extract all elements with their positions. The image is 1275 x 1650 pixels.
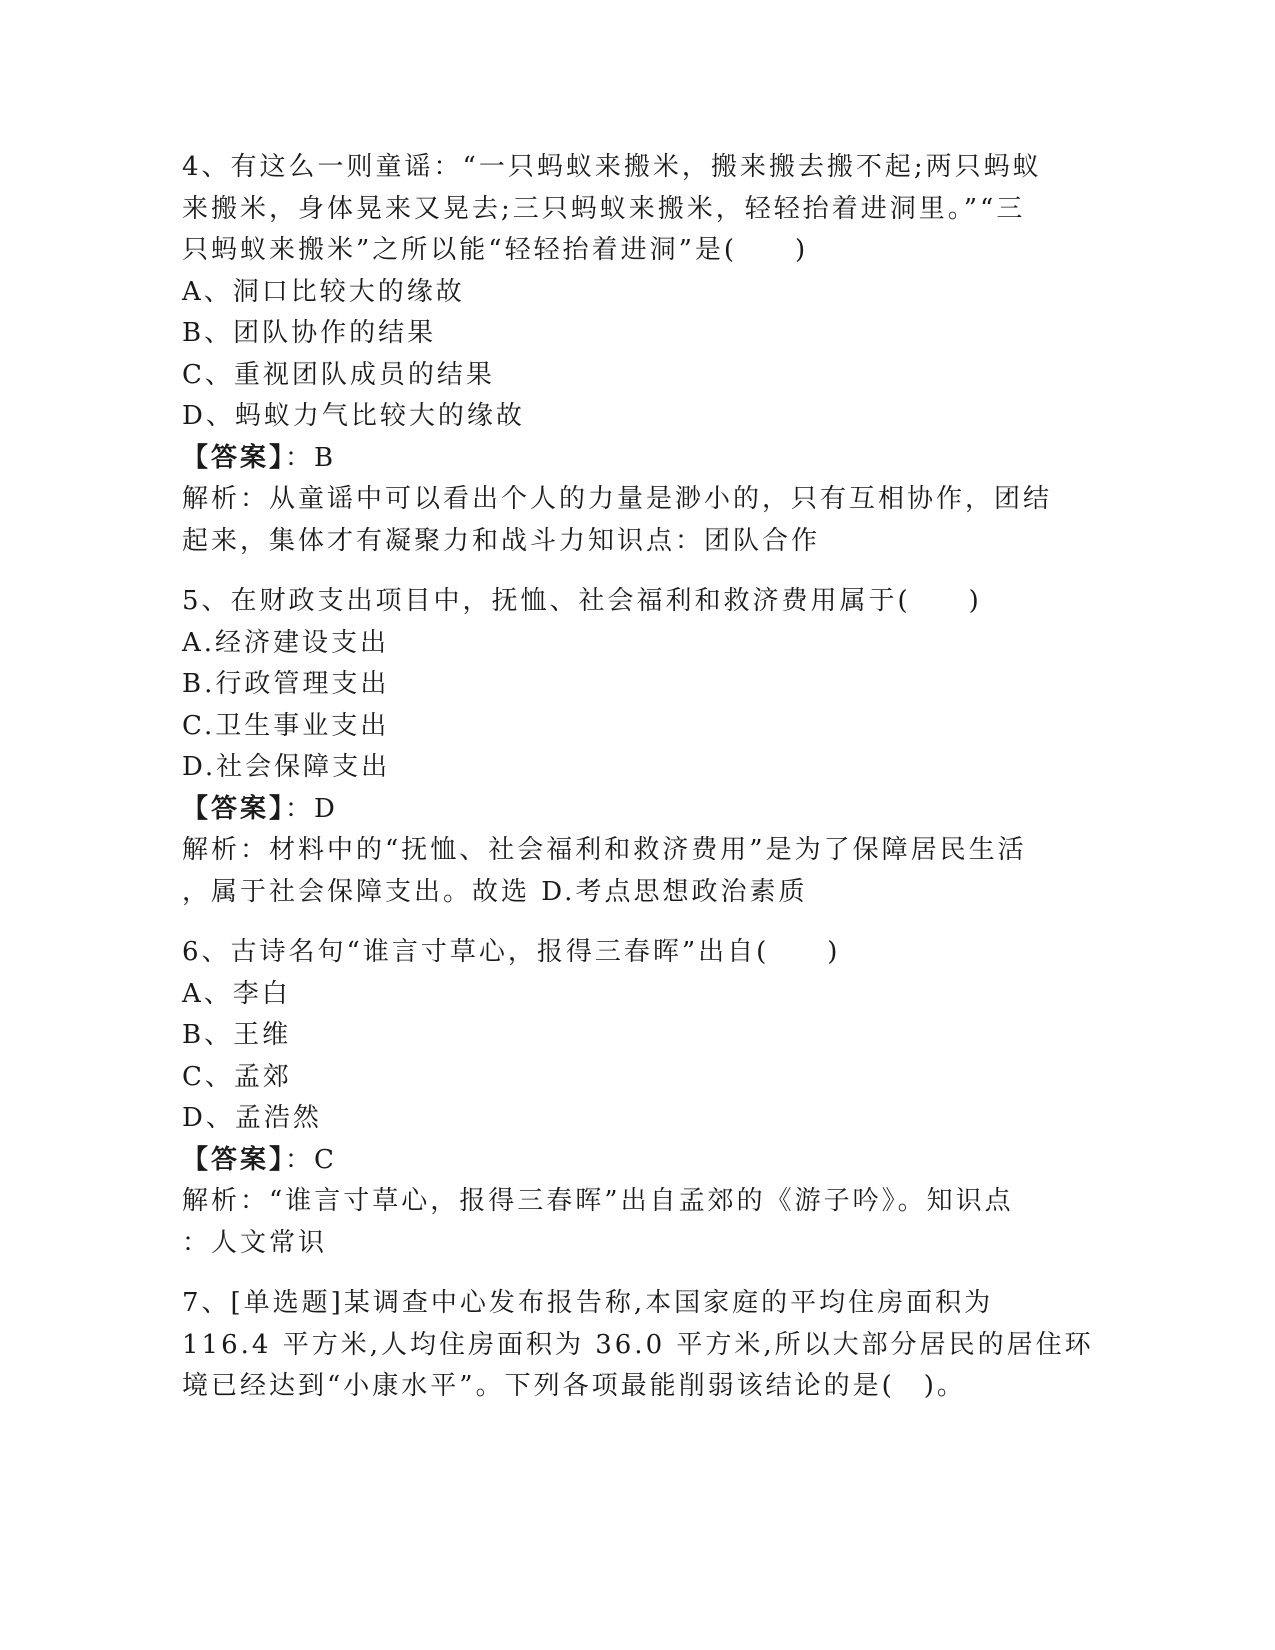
option-d: D.社会保障支出	[182, 752, 391, 782]
answer	[182, 438, 1062, 480]
option-c: C.卫生事业支出	[182, 710, 390, 741]
answer-label: 【答案】	[182, 442, 286, 473]
option-b: B、王维	[182, 1020, 292, 1050]
explanation-line: 解析：“谁言寸草心，报得三春晖”出自孟郊的《游子吟》。知识点	[182, 1186, 1014, 1216]
question-stem-line: 4、有这么一则童谣：“一只蚂蚁来搬米，搬来搬去搬不起;两只蚂蚁	[182, 152, 1042, 182]
question-stem-line: 5、在财政支出项目中，抚恤、社会福利和救济费用属于( )	[182, 586, 982, 616]
question-stem-line: 6、古诗名句“谁言寸草心，报得三春晖”出自( )	[182, 937, 841, 967]
option-a: A.经济建设支出	[182, 627, 390, 658]
answer-value: ：D	[285, 793, 338, 824]
question-stem-line: 来搬米，身体晃来又晃去;三只蚂蚁来搬米，轻轻抬着进洞里。”“三	[182, 193, 1026, 224]
answer	[182, 789, 1062, 831]
option-c: C、重视团队成员的结果	[182, 359, 495, 390]
option-a: A、李白	[182, 978, 291, 1009]
option-c: C、孟郊	[182, 1061, 292, 1092]
option-d: D、孟浩然	[182, 1103, 322, 1133]
explanation-line: 解析：材料中的“抚恤、社会福利和救济费用”是为了保障居民生活	[182, 835, 1027, 865]
answer-label: 【答案】	[182, 793, 286, 824]
question-7	[182, 1283, 1094, 1408]
question-list	[182, 147, 1094, 1408]
question-stem-line: 116.4 平方米,人均住房面积为 36.0 平方米,所以大部分居民的居住环	[182, 1329, 1094, 1360]
question-stem-line: 7、[单选题]某调查中心发布报告称,本国家庭的平均住房面积为	[182, 1288, 994, 1318]
explanation-line: 起来，集体才有凝聚力和战斗力知识点：团队合作	[182, 525, 821, 556]
question-5	[182, 581, 1062, 913]
question-6	[182, 932, 1062, 1264]
option-b: B、团队协作的结果	[182, 318, 437, 348]
question-stem-line: 只蚂蚁来搬米”之所以能“轻轻抬着进洞”是( )	[182, 235, 809, 265]
option-d: D、蚂蚁力气比较大的缘故	[182, 401, 525, 431]
explanation-line: ，属于社会保障支出。故选 D.考点思想政治素质	[182, 876, 808, 907]
answer-value: ：C	[285, 1144, 337, 1175]
answer	[182, 1140, 1062, 1182]
question-4	[182, 147, 1062, 562]
answer-label: 【答案】	[182, 1144, 286, 1175]
option-a: A、洞口比较大的缘故	[182, 276, 465, 307]
explanation-line: 解析：从童谣中可以看出个人的力量是渺小的，只有互相协作，团结	[182, 484, 1053, 514]
question-stem-line: 境已经达到“小康水平”。下列各项最能削弱该结论的是( )。	[182, 1371, 966, 1401]
answer-value: ：B	[285, 442, 337, 473]
explanation-line: ：人文常识	[182, 1227, 328, 1258]
option-b: B.行政管理支出	[182, 669, 390, 699]
